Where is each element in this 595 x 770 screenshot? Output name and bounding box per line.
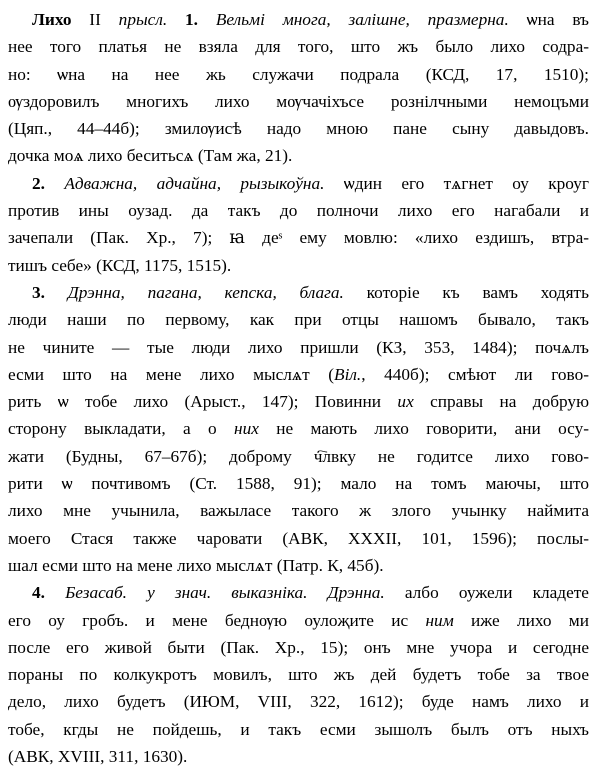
text-line xyxy=(8,525,589,552)
text-line xyxy=(8,170,589,197)
text-run: тобе, кгды не пойдешь, и такъ есми зышолъ былъ отъ ныхъ xyxy=(8,719,589,739)
text-run: нее того платья не взяла для того, што жъ было лихо содра- xyxy=(8,37,589,57)
text-run: но: ѡна на нее жь служачи подрала (КСД, 17, 1510); xyxy=(8,64,589,84)
sense-paragraph xyxy=(8,279,589,579)
text-line xyxy=(8,361,589,388)
italic-text: Адважна, адчайна, рызыкоўна. xyxy=(64,173,325,193)
text-run: справы на добрую xyxy=(413,392,589,412)
italic-text: ним xyxy=(425,610,454,630)
bold-text: 2. xyxy=(32,173,45,193)
text-run: тишъ себе» (КСД, 1175, 1515). xyxy=(8,255,232,275)
text-line xyxy=(8,388,589,415)
text-line xyxy=(8,224,589,251)
text-line xyxy=(8,607,589,634)
text-line xyxy=(8,279,589,306)
text-run: есми што на мене лихо мыслѧт ( xyxy=(8,364,335,384)
text-line xyxy=(8,115,589,142)
text-line xyxy=(8,142,589,169)
text-run: иже лихо ми xyxy=(453,610,589,630)
text-line xyxy=(8,61,589,88)
text-run: не чините — тые люди лихо пришли (КЗ, 353, 1484); почѧлъ xyxy=(8,337,589,357)
text-run: сторону выкладати, а о xyxy=(8,419,235,439)
text-run: II xyxy=(71,10,119,29)
text-line xyxy=(8,6,589,33)
text-run xyxy=(198,10,216,29)
text-run: дело, лихо будетъ (ИЮМ, VIII, 322, 1612); буде намъ лихо и xyxy=(8,692,589,712)
text-line xyxy=(8,334,589,361)
text-run: ѹздоровилъ многихъ лихо мѹчачіхъсе рознілчными немоцъми xyxy=(8,91,589,111)
text-run: пораны по колкукротъ мовилъ, што жъ дей будетъ тобе за твое xyxy=(8,665,589,685)
text-run: зачепали (Пак. Хр., 7); ꙗ деˢ ему мовлю: «лихо ездишъ, втра- xyxy=(8,228,589,248)
text-run: которіе къ вамъ ходять xyxy=(343,282,589,302)
text-line xyxy=(8,634,589,661)
bold-text: 1. xyxy=(185,10,198,29)
text-run: после его живой быти (Пак. Хр., 15); онъ мне учора и сегодне xyxy=(8,637,589,657)
text-line xyxy=(8,497,589,524)
italic-text: Віл. xyxy=(334,364,362,384)
text-line xyxy=(8,743,589,770)
text-run: , 440б); смѣют ли гово- xyxy=(361,364,589,384)
text-run: ѡдин его тѧгнет оу кроуг xyxy=(324,173,589,193)
text-line xyxy=(8,716,589,743)
text-run: албо оужели кладете xyxy=(384,583,589,603)
text-run: жати (Будны, 67–67б); доброму ч҇лвку не годитсе лихо гово- xyxy=(8,446,589,466)
italic-text: их xyxy=(397,392,414,412)
italic-text: прысл. xyxy=(118,10,168,29)
text-line xyxy=(8,688,589,715)
text-run: шал есми што на мене лихо мыслѧт (Патр. К, 45б). xyxy=(8,555,384,575)
text-run xyxy=(45,174,64,193)
italic-text: них xyxy=(234,419,259,439)
text-run: против ины оузад. да такъ до полночи лихо его нагабали и xyxy=(8,201,589,221)
text-run: ѡна въ xyxy=(508,10,589,29)
text-line xyxy=(8,661,589,688)
text-run: рити ѡ почтивомъ (Ст. 1588, 91); мало на томъ маючы, што xyxy=(8,474,589,494)
text-run: его оу гробъ. и мене беднѹю оулоҗите ис xyxy=(8,610,426,630)
bold-text: 3. xyxy=(32,282,45,302)
text-run: люди наши по первому, как при отцы нашомъ бывало, такъ xyxy=(8,310,589,330)
text-line xyxy=(8,579,589,606)
text-line xyxy=(8,415,589,442)
text-line xyxy=(8,470,589,497)
text-run xyxy=(45,283,68,302)
text-run: дочка моѧ лихо беситьсѧ (Там жа, 21). xyxy=(8,146,293,166)
text-line xyxy=(8,88,589,115)
sense-paragraph xyxy=(8,6,589,170)
sense-paragraph xyxy=(8,579,589,770)
text-line xyxy=(8,197,589,224)
italic-text: Безасаб. у знач. выказніка. Дрэнна. xyxy=(65,583,385,603)
text-run xyxy=(45,583,65,602)
text-run: рить ѡ тобе лихо (Арыст., 147); Повинни xyxy=(8,392,398,412)
text-run: моего Стася также чаровати (АВК, XXXII, 101, 1596); послы- xyxy=(8,528,589,548)
text-line xyxy=(8,252,589,279)
text-run: не мають лихо говорити, ани осу- xyxy=(258,419,589,439)
sense-paragraph xyxy=(8,170,589,279)
text-run: (Цяп., 44–44б); змилѹисѣ надо мною пане сыну давыдовъ. xyxy=(8,119,589,139)
text-line xyxy=(8,443,589,470)
italic-text: Дрэнна, пагана, кепска, блага. xyxy=(67,282,344,302)
text-run: (АВК, XVIII, 311, 1630). xyxy=(8,747,188,767)
italic-text: Вельмі многа, залішне, празмерна. xyxy=(215,10,509,29)
bold-text: 4. xyxy=(32,583,45,603)
text-run: лихо мне учынила, важыласе такого ж злого учынку наймита xyxy=(8,501,589,521)
bold-text: Лихо xyxy=(32,10,72,29)
text-run xyxy=(167,10,185,29)
text-line xyxy=(8,33,589,60)
text-line xyxy=(8,306,589,333)
text-line xyxy=(8,552,589,579)
